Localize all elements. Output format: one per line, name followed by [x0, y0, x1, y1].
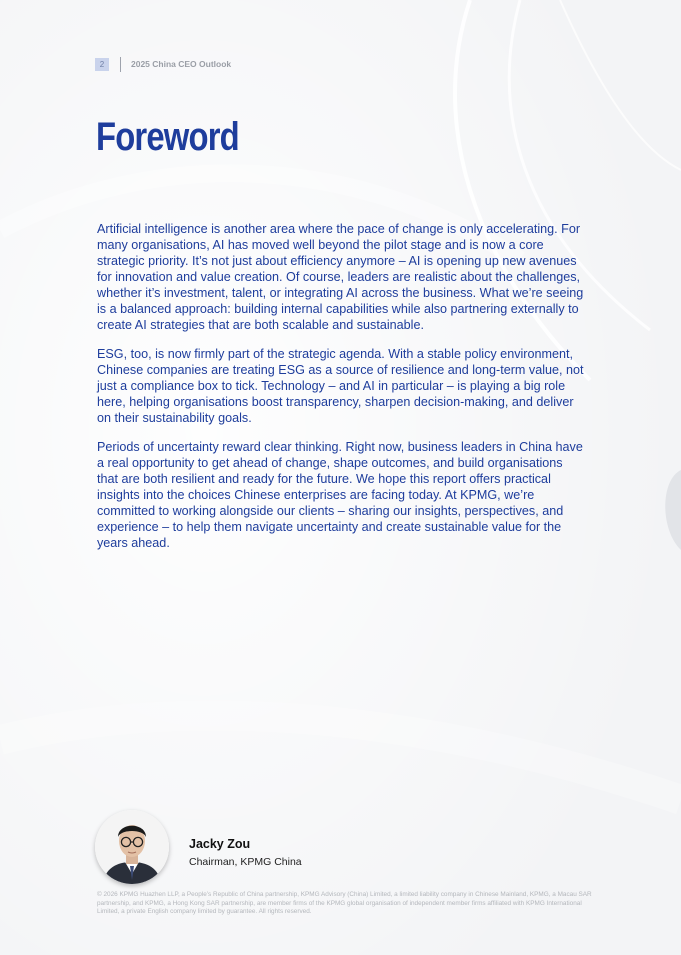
report-title: 2025 China CEO Outlook — [131, 59, 232, 69]
page-title: Foreword — [96, 115, 239, 159]
page-number: 2 — [95, 58, 109, 71]
paragraph: Periods of uncertainty reward clear thinking. Right now, business leaders in China have a real opportunity to get ahead of change, shape outcomes, and build organisations that are both resilient and ready for the future. We hope this report offers practical insights into the choices Chinese enterprises are facing today. At KPMG, we’re committed to working alongside our clients – sharing our insights, perspectives, and experience – to help them navigate uncertainty and create sustainable value for the years ahead. — [97, 440, 583, 550]
legal-notice: © 2026 KPMG Huazhen LLP, a People’s Republic of China partnership, KPMG Advisory (China) Limited, a limited liability company in Chinese Mainland, KPMG, a Macau SAR partnership, and KPMG, a Hong Kong SAR partnership, are member firms of the KPMG global organisation of independent member firms affiliated with KPMG International Limited, a private English company limited by guarantee. All rights reserved. — [97, 891, 592, 916]
paragraph: ESG, too, is now firmly part of the strategic agenda. With a stable policy environment, Chinese companies are treating ESG as a source of resilience and long-term value, not just a compliance box to tick. Technology – and AI in particular – is playing a big role here, helping organisations boost transparency, sharpen decision-making, and deliver on their sustainability goals. — [97, 347, 584, 425]
body-text — [97, 221, 587, 564]
portrait-image — [95, 810, 169, 884]
paragraph: Artificial intelligence is another area where the pace of change is only accelerating. For many organisations, AI has moved well beyond the pilot stage and is now a core strategic priority. It’s not just about efficiency anymore – AI is opening up new avenues for innovation and value creation. Of course, leaders are realistic about the challenges, whether it’s investment, talent, or integrating AI across the business. What we’re seeing is a balanced approach: building internal capabilities while also partnering externally to create AI strategies that are both scalable and sustainable. — [97, 222, 584, 332]
signatory-role: Chairman, KPMG China — [189, 856, 302, 868]
signatory-name: Jacky Zou — [189, 837, 251, 851]
avatar — [95, 810, 169, 884]
header-divider — [120, 57, 121, 72]
